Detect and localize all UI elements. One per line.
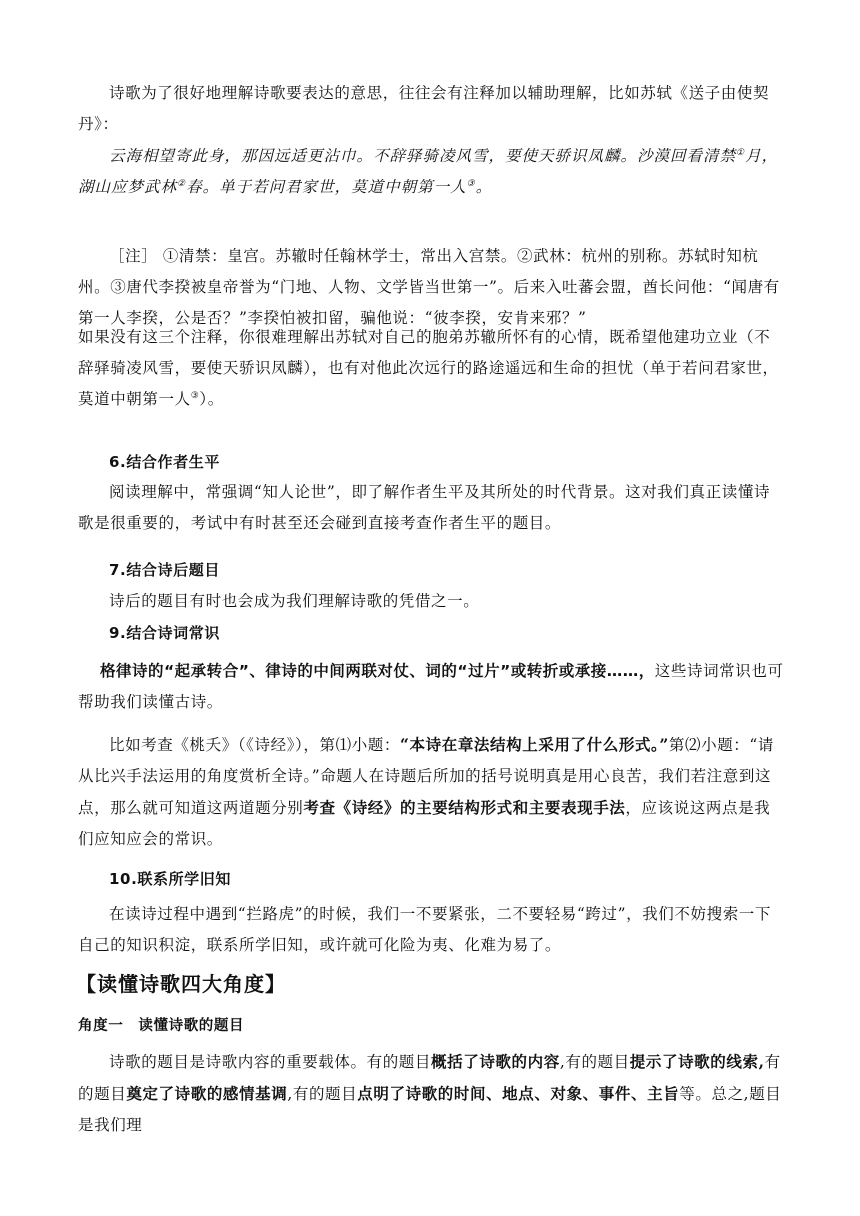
angle-text: ,有的题目 [287,1085,358,1103]
note-text: ［注］ ①清禁：皇宫。苏辙时任翰林学士，常出入宫禁。②武林：杭州的别称。苏轼时知杭州。③唐代李揆被皇帝誉为“门地、人物、文学皆当世第一”。后来入吐蕃会盟，酋长问他：“闻唐有第一人李揆，公是否？”李揆怕被扣留，骗他说：“彼李揆，安肯来邪？” [78,247,780,327]
poem-line: 。 [475,178,493,196]
example-paragraph [78,729,784,855]
paragraph-6 [78,477,784,539]
explanation-text-end: ）。 [199,390,224,408]
poem-text [78,141,784,203]
example-text: 第⑵小题：“请从比兴手法运用的角度赏析全诗。”命题人在诗题后所加的括号说明真是用心良苦，我们若注意到这点，那么就可知道这两道题分别 [78,736,775,817]
note-marker: ② [177,179,187,189]
angle-text: 诗歌的题目是诗歌内容的重要载体。有的题目 [109,1053,432,1071]
angle-text: ,有的题目 [559,1053,630,1071]
heading-10: 10.联系所学旧知 [109,870,231,888]
angle-paragraph [78,1046,784,1141]
explanation-paragraph [78,322,784,415]
note-marker: ① [736,148,746,158]
angle-bold: 概括了诗歌的内容 [431,1052,560,1071]
example-text-end: ，应该说这两点是我们应知应会的常识。 [78,799,771,848]
example-bold-point: 考查《诗经》的主要结构形式和主要表现手法 [303,798,626,817]
paragraph-6-text: 阅读理解中，常强调“知人论世”，即了解作者生平及其所处的时代背景。这对我们真正读懂诗歌是很重要的，考试中有时甚至还会碰到直接考查作者生平的题目。 [78,483,771,532]
poem-line: 云海相望寄此身，那因远适更沾巾。不辞驿骑凌风雪，要使天骄识凤麟。沙漠回看清禁 [109,147,737,165]
example-text: 比如考查《桃夭》（《诗经》），第⑴小题： [109,736,401,754]
angle-text: 有的题目 [78,1053,781,1103]
note-marker: ③ [466,179,476,189]
note-marker: ③ [190,391,200,401]
heading-6: 6.结合作者生平 [109,453,220,471]
paragraph-9-bold: 格律诗的“起承转合”、律诗的中间两联对仗、词的“过片”或转折或承接……， [100,662,655,680]
poem-line: 月，湖山应梦武林 [78,147,779,196]
paragraph-10 [78,899,784,961]
heading-7: 7.结合诗后题目 [109,561,220,579]
paragraph-10-text: 在读诗过程中遇到“拦路虎”的时候，我们一不要紧张，二不要轻易“跨过”，我们不妨搜索一下自己的知识积淀，联系所学旧知，或许就可化险为夷、化难为易了。 [78,905,771,954]
explanation-text: 如果没有这三个注释，你很难理解出苏轼对自己的胞弟苏辙所怀有的心情，既希望他建功立业（不辞驿骑凌风雪，要使天骄识凤麟），也有对他此次远行的路途遥远和生命的担忧（单于若问君家世，莫道中朝第一人 [78,328,779,408]
intro-paragraph [78,78,784,140]
paragraph-9 [78,656,784,718]
paragraph-7-text: 诗后的题目有时也会成为我们理解诗歌的凭借之一。 [109,592,480,610]
intro-text: 诗歌为了很好地理解诗歌要表达的意思，往往会有注释加以辅助理解，比如苏轼《送子由使契丹》： [78,84,770,133]
angle-bold: 奠定了诗歌的感情基调 [126,1084,288,1103]
angle-bold: 点明了诗歌的时间、地点、对象、事件、主旨 [357,1084,680,1103]
annotation-note [78,241,784,334]
angle-text: 等。总之,题目是我们理 [78,1085,782,1134]
paragraph-9-text: 这些诗词常识也可帮助我们读懂古诗。 [78,662,784,711]
poem-line: 春。单于若问君家世，莫道中朝第一人 [186,178,467,196]
angle-bold: 提示了诗歌的线索, [629,1052,765,1071]
angle-title: 角度一 读懂诗歌的题目 [78,1018,245,1034]
example-bold-question: “本诗在章法结构上采用了什么形式。” [400,735,669,754]
heading-9: 9.结合诗词常识 [109,624,220,642]
paragraph-7 [78,586,784,617]
section-title: 【读懂诗歌四大角度】 [76,972,286,996]
